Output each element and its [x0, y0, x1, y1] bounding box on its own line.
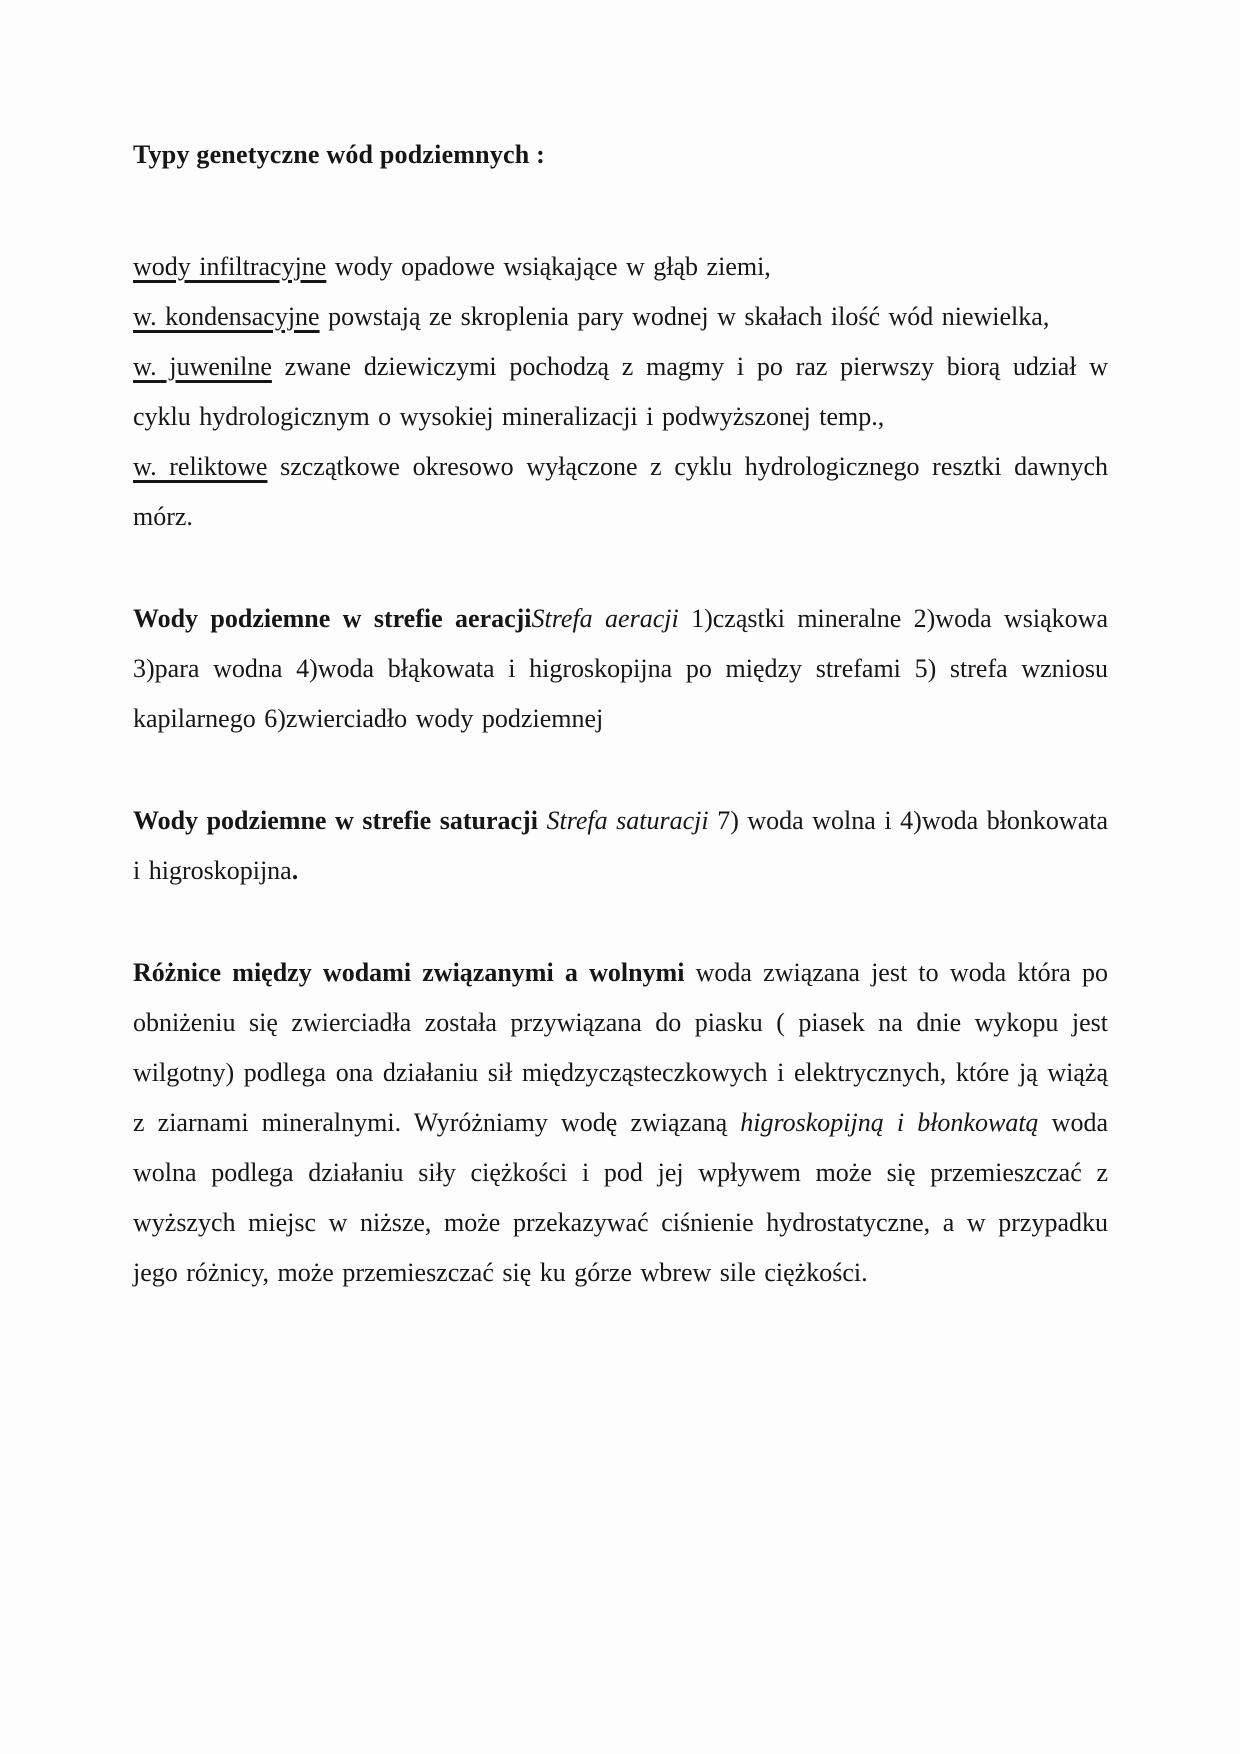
section-genetic-types: [133, 242, 1108, 542]
definition-item-reliktowe: [133, 442, 1108, 542]
section-bound-vs-free-water: [133, 948, 1108, 1298]
term-w-reliktowe: w. reliktowe: [133, 452, 268, 481]
definition-text: powstają ze skroplenia pary wodnej w skałach ilość wód niewielka,: [319, 302, 1050, 331]
saturation-paragraph: [133, 796, 1108, 896]
definition-text: wody opadowe wsiąkające w głąb ziemi,: [326, 252, 771, 281]
aeration-heading: Wody podziemne w strefie aeracji: [133, 604, 532, 633]
definition-item-infiltracyjne: [133, 242, 1108, 292]
saturation-body-text: 7) woda wolna i 4)woda błonkowata i higroskopijna: [133, 806, 1108, 885]
term-w-kondensacyjne: w. kondensacyjne: [133, 302, 320, 331]
term-w-juwenilne: w. juwenilne: [133, 352, 272, 381]
term-wody-infiltracyjne: wody infiltracyjne: [133, 252, 327, 281]
differences-italic-phrase: higroskopijną i błonkowatą: [740, 1108, 1039, 1137]
section-saturation-zone: [133, 796, 1108, 896]
aeration-paragraph: [133, 594, 1108, 744]
page-title: Typy genetyczne wód podziemnych :: [133, 140, 545, 169]
differences-body-text-2: woda wolna podlega działaniu siły ciężkości i pod jej wpływem może się przemieszczać z wyższych miejsc w niższe, może przekazywać ciśnienie hydrostatyczne, a w przypadku jego różnicy, może przemieszczać się ku górze wbrew sile ciężkości.: [133, 1108, 1108, 1287]
definition-text: szczątkowe okresowo wyłączone z cyklu hydrologicznego resztki dawnych mórz.: [133, 452, 1108, 531]
definition-text: zwane dziewiczymi pochodzą z magmy i po raz pierwszy biorą udział w cyklu hydrologicznym o wysokiej mineralizacji i podwyższonej temp.,: [133, 352, 1108, 431]
differences-paragraph: [133, 948, 1108, 1298]
aeration-body-text: 1)cząstki mineralne 2)woda wsiąkowa 3)para wodna 4)woda błąkowata i higroskopijna po między strefami 5) strefa wzniosu kapilarnego 6)zwierciadło wody podziemnej: [133, 604, 1108, 733]
saturation-subheading-italic: Strefa saturacji: [546, 806, 709, 835]
aeration-subheading-italic: Strefa aeracji: [531, 604, 679, 633]
differences-heading: Różnice między wodami związanymi a wolnymi: [133, 958, 685, 987]
differences-body-text-1: woda związana jest to woda która po obniżeniu się zwierciadła została przywiązana do piasku ( piasek na dnie wykopu jest wilgotny) podlega ona działaniu sił międzycząsteczkowych i elektrycznych, które ją wiążą z ziarnami mineralnymi. Wyróżniamy wodę związaną: [133, 958, 1108, 1137]
saturation-heading: Wody podziemne w strefie saturacji: [133, 806, 547, 835]
definition-item-juwenilne: [133, 342, 1108, 442]
section-aeration-zone: [133, 594, 1108, 744]
saturation-end-period: .: [291, 856, 299, 885]
definition-item-kondensacyjne: [133, 292, 1108, 342]
